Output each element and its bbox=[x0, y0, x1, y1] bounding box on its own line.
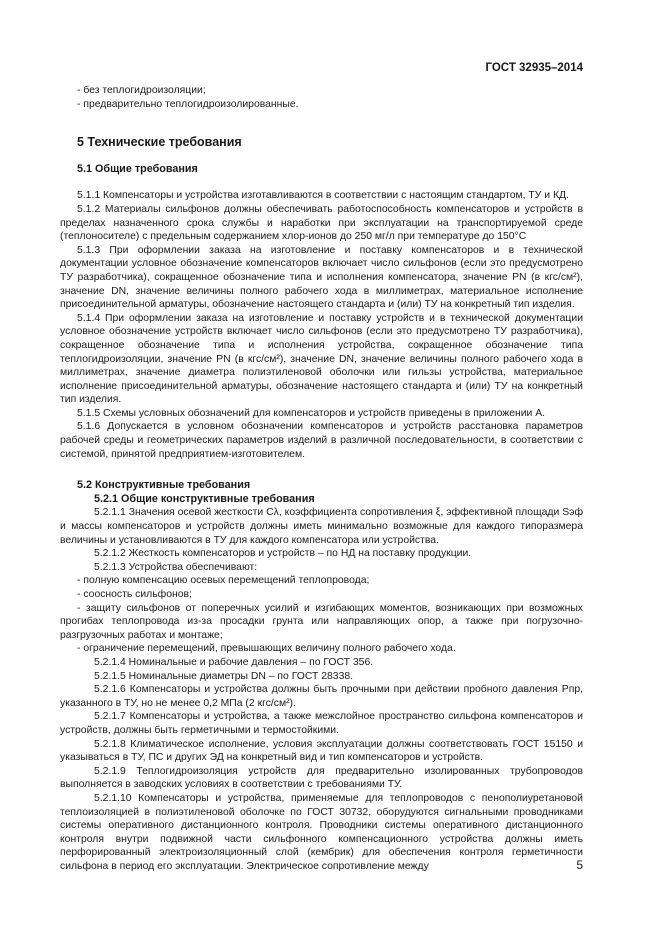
paragraph: 5.2.1.7 Компенсаторы и устройства, а также межслойное пространство сильфона компенсаторов и устройств, должны быть герметичными и термостойкими. bbox=[60, 711, 583, 736]
paragraph: 5.1.2 Материалы сильфонов должны обеспечивать работоспособность компенсаторов и устройств в пределах назначенного срока службы и наработки при эксплуатации на транспортируемой среде (теплоносителе) с предельным содержанием хлор-ионов до 250 мг/л при температуре до 150°С bbox=[60, 203, 583, 243]
paragraph: 5.2.1.6 Компенсаторы и устройства должны быть прочными при действии пробного давления Pпр, указанного в ТУ, но не менее 0,2 МПа (2 кгс/см²). bbox=[60, 684, 583, 709]
paragraph: 5.1.6 Допускается в условном обозначении компенсаторов и устройств расстановка параметров рабочей среды и геометрических параметров изделий в различной последовательности, в соответствии с системой, принятой предприятием-изготовителем. bbox=[60, 421, 583, 460]
paragraph: 5.2.1.5 Номинальные диаметры DN – по ГОСТ 28338. bbox=[94, 670, 354, 682]
paragraph: 5.1.1 Компенсаторы и устройства изготавливаются в соответствии с настоящим стандартом, ТУ и КД. bbox=[77, 190, 569, 202]
subsection-heading: 5.1 Общие требования bbox=[77, 162, 198, 175]
page-content bbox=[60, 84, 583, 873]
paragraph: 5.1.5 Схемы условных обозначений для компенсаторов и устройств приведены в приложении А. bbox=[77, 407, 546, 419]
list-item: - предварительно теплогидроизолированные. bbox=[77, 98, 299, 110]
page-number: 5 bbox=[576, 858, 583, 872]
list-item: - полную компенсацию осевых перемещений теплопровода; bbox=[77, 575, 370, 587]
paragraph: 5.1.4 При оформлении заказа на изготовление и поставку устройств и в технической документации условное обозначение устройств включает число сильфонов (если это предусмотрено ТУ разработчика), сокращенное обозначение типа и исполнения устройства, сокращенное обозначение типа теплогидроизоляции, значение PN (в кгс/см²), значение DN, значение величины полного рабочего хода в миллиметрах, значение диаметра полиэтиленовой оболочки или гильзы устройства, материальное исполнение присоединительной арматуры, обозначение настоящего стандарта и (или) ТУ на конкретный тип изделия. bbox=[60, 312, 583, 406]
paragraph: 5.2.1.8 Климатическое исполнение, условия эксплуатации должны соответствовать ГОСТ 15150 и указываться в ТУ, ПС и других ЭД на конкретный вид и тип компенсаторов и устройств. bbox=[60, 738, 583, 764]
list-item: - соосность сильфонов; bbox=[77, 589, 192, 600]
paragraph: 5.2.1.3 Устройства обеспечивают: bbox=[94, 561, 258, 573]
standard-header: ГОСТ 32935–2014 bbox=[485, 62, 583, 74]
paragraph: 5.2.1.4 Номинальные и рабочие давления – по ГОСТ 356. bbox=[94, 656, 374, 668]
subsection-heading: 5.2 Конструктивные требования bbox=[77, 479, 251, 492]
list-item: - без теплогидроизоляции; bbox=[77, 85, 206, 96]
paragraph: 5.2.1.2 Жесткость компенсаторов и устройств – по НД на поставку продукции. bbox=[94, 548, 472, 560]
paragraph: 5.2.1.1 Значения осевой жесткости Cλ, коэффициента сопротивления ξ, эффективной площади Sэф и массы компенсаторов и устройств должны иметь минимально возможные для каждого типоразмера величины и установливаются в ТУ для каждого компенсатора или устройства. bbox=[60, 507, 583, 546]
paragraph: 5.2.1.10 Компенсаторы и устройства, применяемые для теплопроводов с пенополиуретановой теплоизоляцией в полиэтиленовой оболочке по ГОСТ 30732, оборудуются сигнальными проводниками системы оперативного дистанционного контроля. Проводники системы оперативного дистанционного контроля внутри подвижной части сильфонного компенсационного устройства должны иметь перфорированный электроизоляционный слой (кембрик) для обеспечения контроля герметичности сильфона в период его эксплуатации. Электрическое сопротивление между bbox=[60, 792, 583, 872]
section-heading: 5 Технические требования bbox=[77, 135, 242, 150]
list-item: - ограничение перемещений, превышающих величину полного рабочего хода. bbox=[77, 643, 456, 655]
subsubsection-heading: 5.2.1 Общие конструктивные требования bbox=[94, 492, 315, 505]
paragraph: 5.2.1.9 Теплогидроизоляция устройств для предварительно изолированных трубопроводов выполняется в заводских условиях в соответствии с требованиями ТУ. bbox=[60, 765, 583, 791]
paragraph: 5.1.3 При оформлении заказа на изготовление и поставку компенсаторов и в технической документации условное обозначение компенсаторов включает число сильфонов (если это предусмотрено ТУ разработчика), сокращенное обозначение типа и исполнения компенсатора, значение PN (в кгс/см²), значение DN, значение величины полного рабочего хода в миллиметрах, материальное исполнение присоединительной арматуры, обозначение настоящего стандарта и (или) ТУ на конкретный тип изделия. bbox=[60, 244, 583, 311]
paragraph: - защиту сильфонов от поперечных усилий и изгибающих моментов, возникающих при возможных прогибах теплопровода из-за просадки грунта или направляющих опор, а также при погрузочно-разгрузочных работах и монтаже; bbox=[60, 602, 583, 641]
